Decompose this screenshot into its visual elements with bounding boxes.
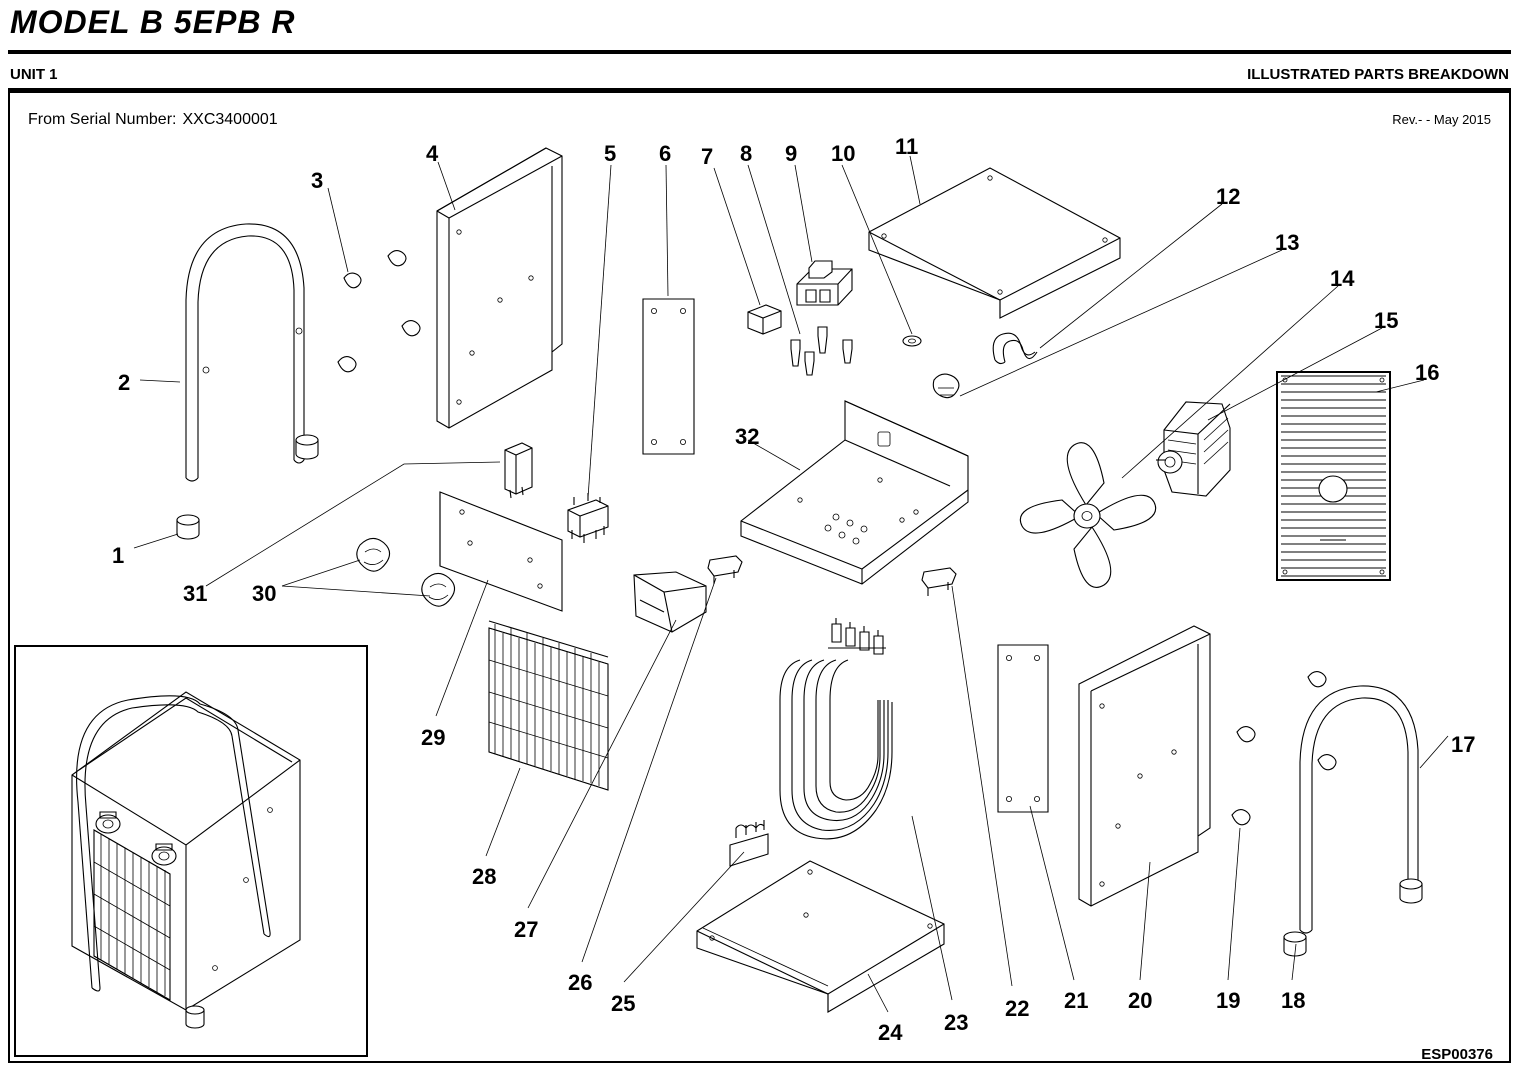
callout-number-27: 27 <box>514 917 539 942</box>
callout-number-21: 21 <box>1064 988 1089 1013</box>
callout-number-13: 13 <box>1275 230 1300 255</box>
callout-number-2: 2 <box>118 370 131 395</box>
callout-number-9: 9 <box>785 141 798 166</box>
callout-number-26: 26 <box>568 970 593 995</box>
callout-number-24: 24 <box>878 1020 903 1045</box>
callout-number-17: 17 <box>1451 732 1476 757</box>
callout-number-16: 16 <box>1415 360 1440 385</box>
serial-number-value: XXC3400001 <box>182 111 278 128</box>
callout-number-6: 6 <box>659 141 672 166</box>
callout-number-30: 30 <box>252 581 277 606</box>
callout-number-32: 32 <box>735 424 760 449</box>
header-divider-top <box>8 50 1511 54</box>
callout-number-23: 23 <box>944 1010 969 1035</box>
callout-number-12: 12 <box>1216 184 1241 209</box>
callout-number-19: 19 <box>1216 988 1241 1013</box>
revision-label: Rev.- - May 2015 <box>1392 112 1491 127</box>
page-title: MODEL B 5EPB R <box>10 4 296 40</box>
callout-number-10: 10 <box>831 141 856 166</box>
callout-number-8: 8 <box>740 141 753 166</box>
unit-label: UNIT 1 <box>10 66 58 83</box>
callout-number-3: 3 <box>311 168 324 193</box>
drawing-code-label: ESP00376 <box>1421 1046 1493 1063</box>
callout-number-31: 31 <box>183 581 208 606</box>
assembled-unit-inset-border <box>14 645 368 1057</box>
callout-number-15: 15 <box>1374 308 1399 333</box>
serial-number-label: From Serial Number: <box>28 111 177 128</box>
callout-number-14: 14 <box>1330 266 1355 291</box>
document-type-label: ILLUSTRATED PARTS BREAKDOWN <box>1247 66 1509 83</box>
callout-number-20: 20 <box>1128 988 1153 1013</box>
callout-number-29: 29 <box>421 725 446 750</box>
callout-number-22: 22 <box>1005 996 1030 1021</box>
callout-number-5: 5 <box>604 141 617 166</box>
serial-number-line <box>28 111 278 129</box>
callout-number-25: 25 <box>611 991 636 1016</box>
callout-number-7: 7 <box>701 144 714 169</box>
callout-number-11: 11 <box>895 134 919 159</box>
callout-number-1: 1 <box>112 543 125 568</box>
callout-number-4: 4 <box>426 141 439 166</box>
callout-number-18: 18 <box>1281 988 1306 1013</box>
callout-number-28: 28 <box>472 864 497 889</box>
